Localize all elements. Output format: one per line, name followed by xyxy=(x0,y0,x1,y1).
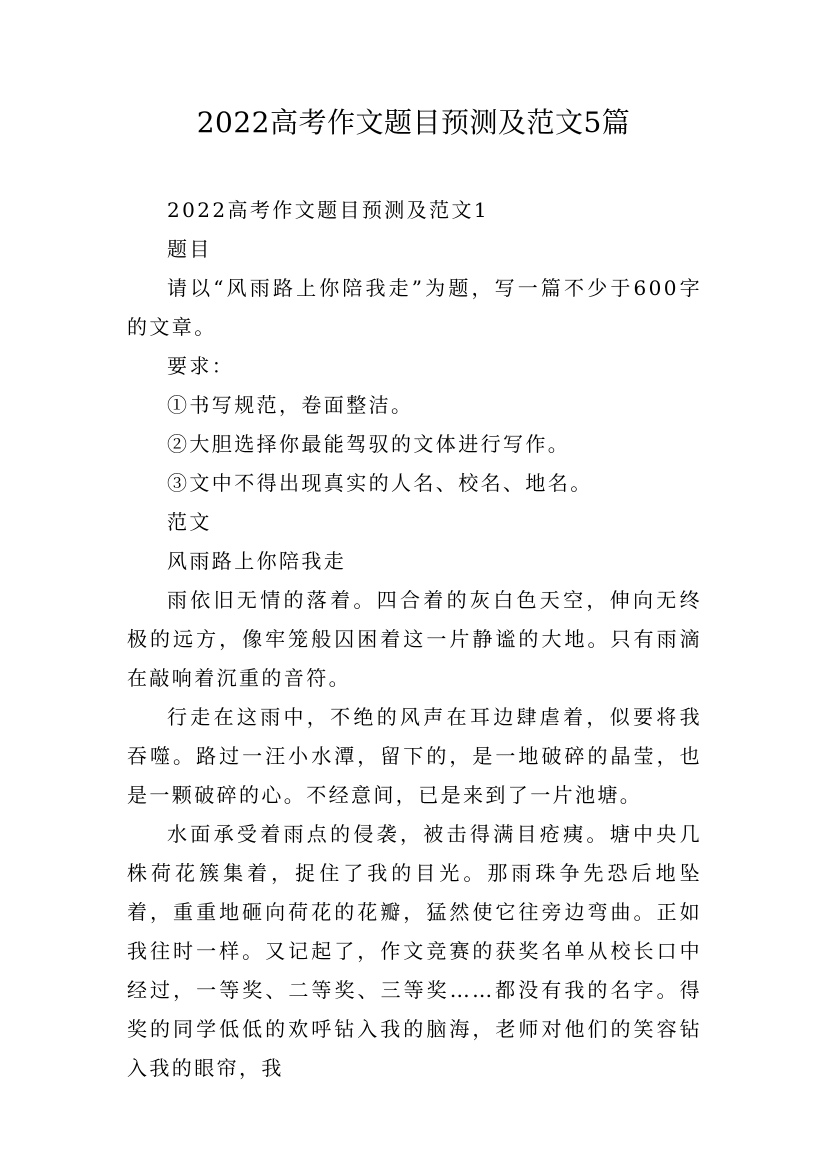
document-title: 2022高考作文题目预测及范文5篇 xyxy=(196,106,631,139)
essay-paragraph: 行走在这雨中，不绝的风声在耳边肆虐着，似要将我吞噬。路过一汪小水潭，留下的，是一地破碎的晶莹，也是一颗破碎的心。不经意间，已是来到了一片池塘。 xyxy=(127,705,702,807)
topic-prompt: 请以“风雨路上你陪我走”为题，写一篇不少于600字的文章。 xyxy=(127,276,702,339)
requirement-item: ③文中不得出现真实的人名、校名、地名。 xyxy=(167,471,593,495)
label-sample-essay: 范文 xyxy=(167,510,212,534)
document-body xyxy=(127,191,702,1088)
essay-paragraph: 雨依旧无情的落着。四合着的灰白色天空，伸向无终极的远方，像牢笼般囚困着这一片静谧的大地。只有雨滴在敲响着沉重的音符。 xyxy=(127,588,702,690)
label-topic: 题目 xyxy=(167,237,212,261)
requirement-item: ②大胆选择你最能驾驭的文体进行写作。 xyxy=(167,432,571,456)
section-heading: 2022高考作文题目预测及范文1 xyxy=(167,198,490,222)
requirement-item: ①书写规范，卷面整洁。 xyxy=(167,393,414,417)
essay-title: 风雨路上你陪我走 xyxy=(167,549,347,573)
essay-paragraph: 水面承受着雨点的侵袭，被击得满目疮痍。塘中央几株荷花簇集着，捉住了我的目光。那雨珠争先恐后地坠着，重重地砸向荷花的花瓣，猛然使它往旁边弯曲。正如我往时一样。又记起了，作文竞赛的获奖名单从校长口中经过，一等奖、二等奖、三等奖……都没有我的名字。得奖的同学低低的欢呼钻入我的脑海，老师对他们的笑容钻入我的眼帘，我 xyxy=(127,822,702,1080)
label-requirements: 要求： xyxy=(167,354,235,378)
